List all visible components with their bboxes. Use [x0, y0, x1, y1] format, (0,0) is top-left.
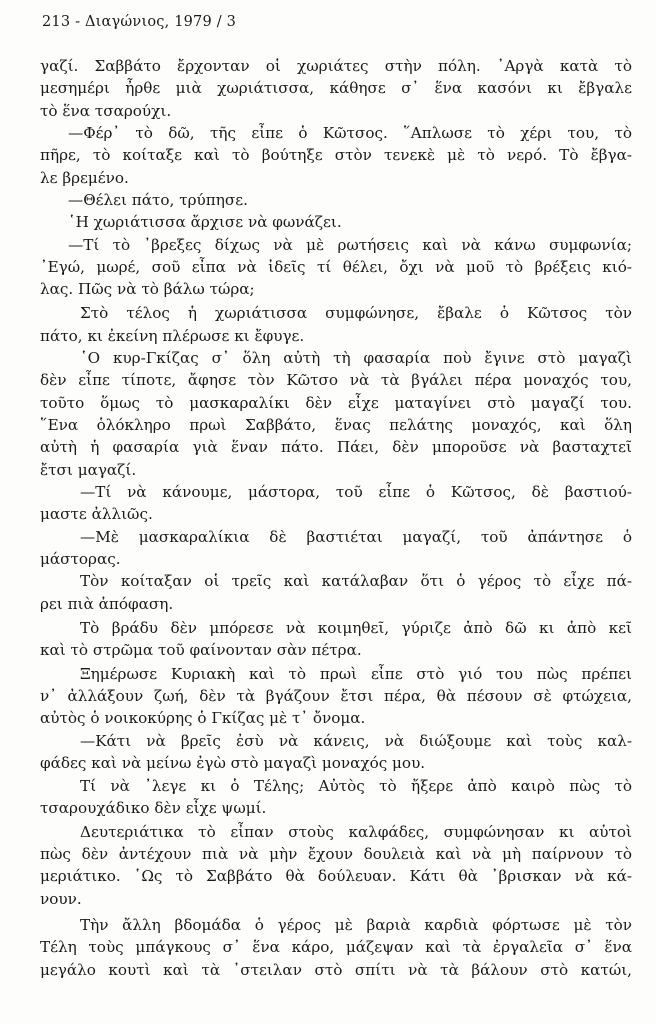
text-line: ἔτσι μαγαζί.: [40, 460, 137, 479]
text-line: αὐτὴ ἡ φασαρία γιὰ ἕναν πάτο. Πάει, δὲν μποροῦσε νὰ βασταχτεῖ: [40, 438, 632, 457]
text-line: ῾Ο κυρ-Γκίζας σ᾽ ὅλη αὐτὴ τὴ φασαρία ποὺ ἔγινε στὸ μαγαζὶ: [80, 348, 632, 367]
text-line: φάδες καὶ νὰ μείνω ἐγὼ στὸ μαγαζὶ μοναχός μου.: [40, 754, 426, 773]
text-line: πὼς δὲν ἀντέχουν πιὰ νὰ μὴν ἔχουν δουλειὰ καὶ νὰ μὴ παίρνουν τὸ: [40, 845, 632, 864]
text-line: Τὴν ἄλλη βδομάδα ὁ γέρος μὲ βαριὰ καρδιὰ φόρτωσε μὲ τὸν: [80, 916, 632, 935]
text-line: —Τί τὸ ᾽βρεξες δίχως νὰ μὲ ρωτήσεις καὶ νὰ κάνω συμφωνία;: [68, 235, 632, 254]
text-line: μεσημέρι ἦρθε μιὰ χωριάτισσα, κάθησε σ᾽ ἕνα κασόνι κι ἔβγαλε: [40, 79, 632, 98]
text-line: γαζί. Σαββάτο ἔρχονταν οἱ χωριάτες στὴν πόλη. ᾽Αργὰ κατὰ τὸ: [40, 57, 632, 75]
text-line: Τί νὰ ᾽λεγε κι ὁ Τέλης; Αὐτὸς τὸ ἤξερε ἀπὸ καιρὸ πὼς τὸ: [80, 776, 632, 795]
text-line: ῞Ενα ὁλόκληρο πρωὶ Σαββάτο, ἕνας πελάτης μοναχός, καὶ ὅλη: [40, 416, 632, 434]
text-line: τοῦτο ὅμως τὸ μασκαραλίκι δὲν εἶχε ματαγίνει στὸ μαγαζί του.: [40, 393, 632, 412]
text-line: —Μὲ μασκαραλίκια δὲ βαστιέται μαγαζί, τοῦ ἀπάντησε ὁ: [80, 527, 632, 546]
text-line: —Κάτι νὰ βρεῖς ἐσὺ νὰ κάνεις, νὰ διώξουμε καὶ τοὺς καλ-: [80, 731, 632, 750]
text-line: καὶ τὸ στρῶμα τοῦ φαίνονταν σὰν πέτρα.: [40, 640, 362, 659]
text-line: λας. Πῶς νὰ τὸ βάλω τώρα;: [40, 280, 255, 299]
text-line: πάτο, κι ἐκείνη πλέρωσε κι ἔφυγε.: [40, 326, 305, 345]
text-line: —Θέλει πάτο, τρύπησε.: [68, 191, 248, 210]
text-line: Τὸν κοίταξαν οἱ τρεῖς καὶ κατάλαβαν ὅτι ὁ γέρος τὸ εἶχε πά-: [80, 572, 632, 591]
text-line: τὸ ἕνα τσαρούχι.: [40, 101, 172, 120]
text-line: πῆρε, τὸ κοίταξε καὶ τὸ βούτηξε στὸν τενεκὲ μὲ τὸ νερό. Τὸ ἔβγα-: [40, 146, 632, 165]
text-line: Στὸ τέλος ἡ χωριάτισσα συμφώνησε, ἔβαλε ὁ Κῶτσος τὸν: [80, 304, 632, 323]
text-line: ᾽Εγώ, μωρέ, σοῦ εἶπα νὰ ἰδεῖς τί θέλει, ὄχι νὰ μοῦ τὸ βρέξεις κιό-: [40, 258, 632, 277]
body-text: [40, 55, 632, 981]
text-line: μεγάλο κουτὶ καὶ τὰ ᾽στειλαν στὸ σπίτι νὰ τὰ βάλουν στὸ κατώι,: [40, 960, 632, 979]
running-head: 213 - Διαγώνιος, 1979 / 3: [42, 14, 237, 30]
text-line: ρει πιὰ ἀπόφαση.: [40, 594, 174, 613]
text-line: δὲν εἶπε τίποτε, ἄφησε τὸν Κῶτσο νὰ τὰ βγάλει πέρα μοναχός του,: [40, 371, 632, 390]
text-line: Ξημέρωσε Κυριακὴ καὶ τὸ πρωὶ εἶπε στὸ γιό του πὼς πρέπει: [80, 664, 632, 683]
text-line: Τέλη τοὺς μπάγκους σ᾽ ἕνα κάρο, μάζεψαν καὶ τὰ ἐργαλεῖα σ᾽ ἕνα: [40, 938, 632, 957]
text-line: λε βρεμένο.: [40, 168, 129, 187]
text-line: —Φέρ᾽ τὸ δῶ, τῆς εἶπε ὁ Κῶτσος. ῞Απλωσε τὸ χέρι του, τὸ: [68, 124, 632, 143]
text-line: Τὸ βράδυ δὲν μπόρεσε νὰ κοιμηθεῖ, γύριζε ἀπὸ δῶ κι ἀπὸ κεῖ: [80, 618, 632, 637]
text-line: μεριάτικο. ῾Ως τὸ Σαββάτο θὰ δούλευαν. Κάτι θὰ ᾽βρισκαν νὰ κά-: [40, 867, 632, 886]
text-line: τσαρουχάδικο δὲν εἶχε ψωμί.: [40, 798, 267, 817]
text-line: αὐτὸς ὁ νοικοκύρης ὁ Γκίζας μὲ τ᾽ ὄνομα.: [40, 709, 366, 728]
text-line: μάστορας.: [40, 550, 121, 569]
text-line: ν᾽ ἀλλάξουν ζωή, δὲν τὰ βγάζουν ἔτσι πέρα, θὰ πέσουν σὲ φτώχεια,: [40, 687, 632, 706]
text-line: Δευτεριάτικα τὸ εἶπαν στοὺς καλφάδες, συμφώνησαν κι αὐτοὶ: [80, 822, 632, 841]
text-line: νουν.: [40, 889, 82, 908]
text-line: —Τί νὰ κάνουμε, μάστορα, τοῦ εἶπε ὁ Κῶτσος, δὲ βαστιού-: [80, 483, 632, 502]
text-line: μαστε ἀλλιῶς.: [40, 505, 153, 524]
text-line: ῾Η χωριάτισσα ἄρχισε νὰ φωνάζει.: [68, 213, 342, 232]
